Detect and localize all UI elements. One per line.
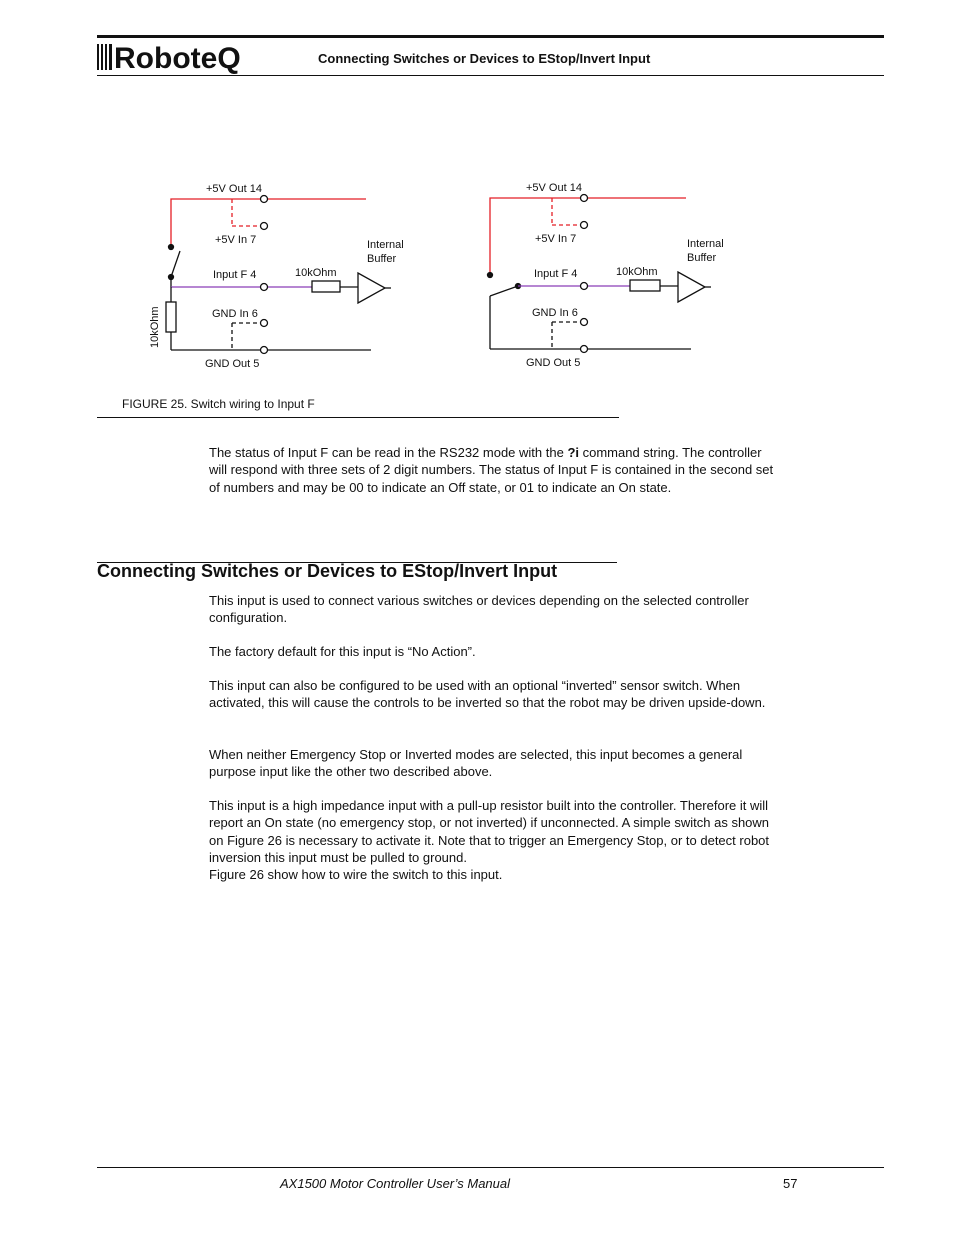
left-power-wire bbox=[171, 199, 366, 245]
section-paragraph-1: This input is used to connect various switches or devices depending on the selected controller configuration. bbox=[209, 593, 749, 626]
svg-text:Internal: Internal bbox=[687, 238, 724, 250]
header-title: Connecting Switches or Devices to EStop/Invert Input bbox=[318, 51, 651, 66]
svg-text:Buffer: Buffer bbox=[687, 252, 717, 264]
svg-text:+5V In 7: +5V In 7 bbox=[215, 234, 257, 246]
svg-text:10kOhm: 10kOhm bbox=[616, 266, 658, 278]
right-switch-contact-top bbox=[488, 273, 493, 278]
svg-text:10kOhm: 10kOhm bbox=[295, 267, 337, 279]
left-circuit bbox=[166, 196, 391, 354]
right-switch-blade bbox=[490, 286, 518, 296]
page-number: 57 bbox=[783, 1176, 798, 1191]
right-terminal-14 bbox=[581, 195, 588, 202]
svg-text:Buffer: Buffer bbox=[367, 253, 397, 265]
logo-wordmark: RoboteQ bbox=[114, 42, 241, 74]
footer-rule bbox=[97, 1167, 884, 1168]
svg-text:Input F 4: Input F 4 bbox=[534, 268, 578, 280]
left-pulldown-resistor bbox=[166, 302, 176, 332]
right-series-resistor bbox=[630, 280, 660, 291]
left-switch-blade bbox=[171, 251, 180, 277]
right-power-wire bbox=[490, 198, 686, 273]
left-series-resistor bbox=[312, 281, 340, 292]
intro-paragraph: The status of Input F can be read in the RS232 mode with the ?i command string. The controller will respond with three sets of 2 digit numbers. The status of Input F is contained in the second set of numbers and may be 00 to indicate an Off state, or 01 to indicate an On state. bbox=[209, 445, 774, 495]
section-paragraph-2: The factory default for this input is “No Action”. bbox=[209, 644, 476, 659]
command-string: ?i bbox=[567, 445, 579, 460]
svg-text:Internal: Internal bbox=[367, 239, 404, 251]
svg-text:Input F 4: Input F 4 bbox=[213, 269, 257, 281]
left-switch-contact-top bbox=[169, 245, 174, 250]
svg-text:10kOhm: 10kOhm bbox=[149, 306, 161, 348]
svg-text:GND In 6: GND In 6 bbox=[532, 307, 578, 319]
figure-rule bbox=[97, 417, 619, 418]
header-bottom-rule bbox=[97, 75, 884, 76]
left-terminal-14 bbox=[261, 196, 268, 203]
right-terminal-7 bbox=[581, 222, 588, 229]
logo-stripes bbox=[97, 44, 112, 70]
right-terminal-6 bbox=[581, 319, 588, 326]
right-circuit bbox=[488, 195, 712, 353]
right-labels bbox=[526, 182, 724, 369]
svg-text:GND Out 5: GND Out 5 bbox=[526, 357, 581, 369]
left-terminal-7 bbox=[261, 223, 268, 230]
section-paragraph-4: When neither Emergency Stop or Inverted modes are selected, this input becomes a general purpose input like the other two described above. bbox=[209, 747, 743, 780]
section-paragraph-6: Figure 26 show how to wire the switch to this input. bbox=[209, 867, 503, 882]
header-top-rule bbox=[97, 35, 884, 38]
section-heading: Connecting Switches or Devices to EStop/Invert Input bbox=[97, 561, 558, 581]
left-internal-buffer bbox=[358, 273, 385, 303]
figure-caption: FIGURE 25. Switch wiring to Input F bbox=[122, 397, 315, 411]
svg-text:GND In 6: GND In 6 bbox=[212, 308, 258, 320]
roboteq-logo bbox=[97, 40, 272, 74]
left-terminal-4 bbox=[261, 284, 268, 291]
svg-text:+5V In 7: +5V In 7 bbox=[535, 233, 577, 245]
section-paragraph-3: This input can also be configured to be used with an optional “inverted” sensor switch. When activated, this will cause the controls to be inverted so that the robot may be driven upside-down. bbox=[209, 678, 766, 711]
switch-wiring-diagram bbox=[140, 170, 740, 385]
right-internal-buffer bbox=[678, 272, 705, 302]
svg-text:GND Out 5: GND Out 5 bbox=[205, 358, 260, 370]
section-paragraph-5: This input is a high impedance input with a pull-up resistor built into the controller. Therefore it will report an On state (no emergency stop, or not inverted) if unconnected. A simple switch as shown on Figure 26 is necessary to activate it. Note that to trigger an Emergency Stop, or to detect robot inversion this input must be pulled to ground. bbox=[209, 798, 770, 866]
right-terminal-5 bbox=[581, 346, 588, 353]
svg-text:+5V Out 14: +5V Out 14 bbox=[206, 183, 262, 195]
right-terminal-4 bbox=[581, 283, 588, 290]
left-terminal-6 bbox=[261, 320, 268, 327]
svg-text:+5V Out 14: +5V Out 14 bbox=[526, 182, 582, 194]
left-terminal-5 bbox=[261, 347, 268, 354]
footer-manual-title: AX1500 Motor Controller User’s Manual bbox=[280, 1176, 511, 1191]
